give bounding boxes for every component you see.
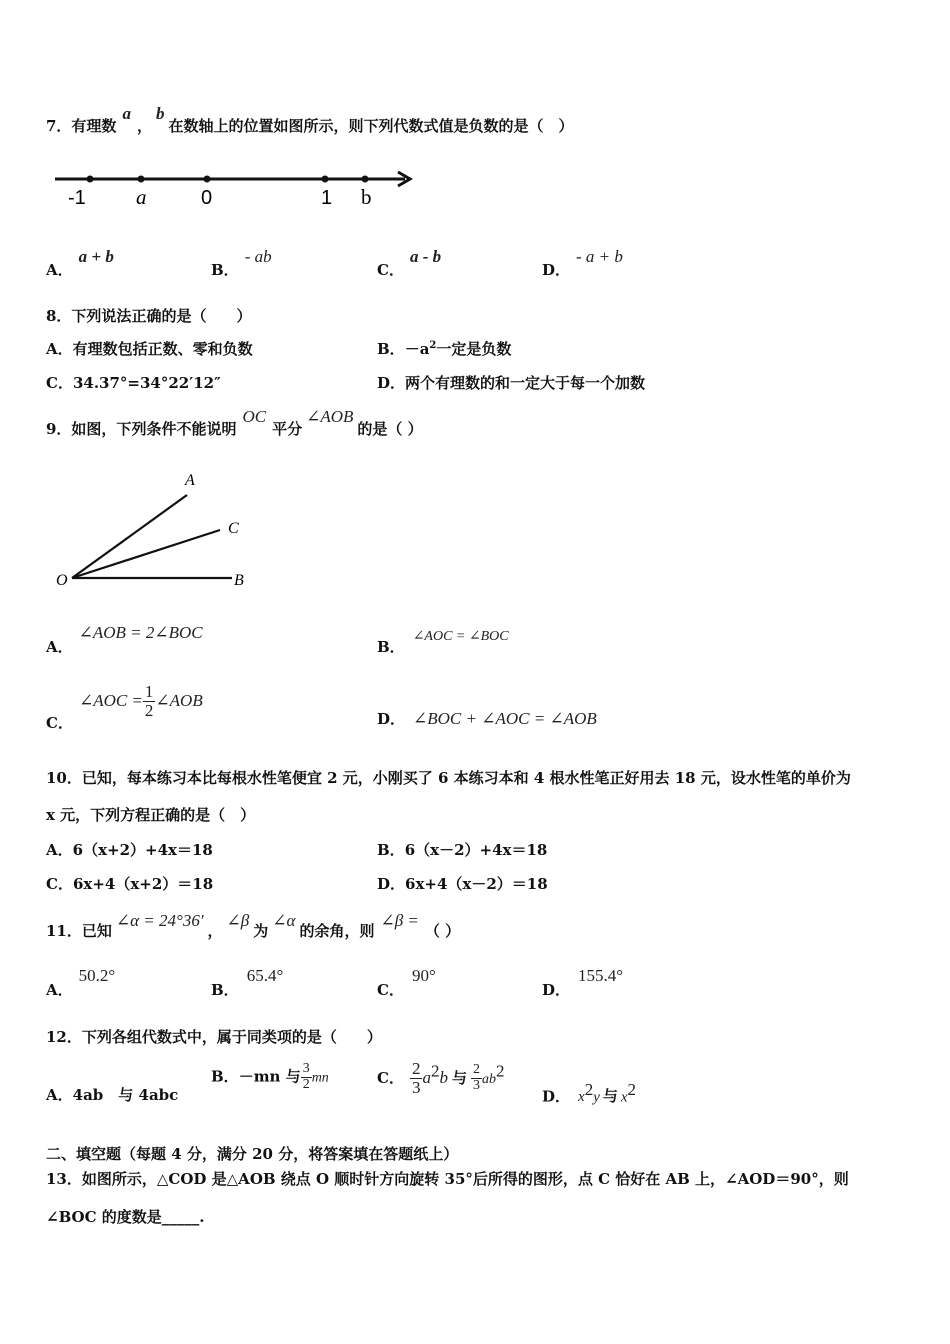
q10-stem-line1: 10．已知，每本练习本比每根水性笔便宜 2 元，小刚买了 6 本练习本和 4 根水性笔正好用去 18 元，设水性笔的单价为 [46, 769, 851, 787]
q8-option-c[interactable]: C．34.37°=34°22′12″ [46, 374, 221, 392]
q8-option-b[interactable]: B．$-a^2$一定是负数 [377, 340, 512, 358]
tick-label-one: 1 [321, 187, 333, 209]
point-label-c: C [228, 520, 239, 537]
q11-option-c[interactable]: C．90° [377, 966, 436, 999]
q10-option-b[interactable]: B．6（x－2）+4x＝18 [377, 841, 548, 859]
q9-option-b[interactable]: B．∠AOC = ∠BOC [377, 629, 509, 656]
q8-option-a[interactable]: A．有理数包括正数、零和负数 [46, 340, 253, 358]
point-label-b: B [234, 572, 244, 589]
q9-option-d[interactable]: D． ∠BOC + ∠AOC = ∠AOB [377, 709, 597, 728]
q9-option-c[interactable]: C．∠AOC = $\frac{1}{2}$ ∠AOB [46, 682, 203, 732]
q7-option-b[interactable]: B．- ab [211, 247, 272, 279]
ray-oa [72, 495, 187, 578]
q8-stem: 8．下列说法正确的是（ ） [46, 307, 252, 325]
tick-label-minus-one: -1 [68, 187, 86, 209]
q12-option-c[interactable]: C． $\frac{2}{3}$ $a^2b$ 与 $\frac{2}{3}$ $ab^2$ [377, 1059, 505, 1097]
q11-stem: 11．已知∠α = 24°36′，∠β为∠α的余角，则∠β =（ ） [46, 911, 461, 940]
tick-label-zero: 0 [201, 187, 213, 209]
q11-option-a[interactable]: A．50.2° [46, 966, 116, 999]
q9-stem: 9．如图，下列条件不能说明OC平分∠AOB的是（ ） [46, 407, 423, 438]
tick-dot-b [362, 176, 369, 183]
q13-stem-line1: 13．如图所示，△COD 是△AOB 绕点 O 顺时针方向旋转 35°后所得的图形，点 C 恰好在 AB 上，∠AOD＝90°，则 [46, 1170, 849, 1188]
tick-label-b: b [361, 185, 372, 209]
q12-option-b[interactable]: B．－mn 与 $\frac{3}{2}$ mn [211, 1061, 329, 1092]
fraction-three-halves: $\frac{3}{2}$ [302, 1061, 310, 1092]
tick-dot-zero [204, 176, 211, 183]
q8-option-d[interactable]: D．两个有理数的和一定大于每一个加数 [377, 374, 646, 392]
point-label-a: A [185, 472, 195, 489]
q10-option-d[interactable]: D．6x+4（x－2）＝18 [377, 875, 548, 893]
q11-option-b[interactable]: B．65.4° [211, 966, 284, 999]
number-line-figure [50, 160, 420, 216]
fraction-one-half: $\frac{1}{2}$ [144, 682, 154, 720]
q12-stem: 12．下列各组代数式中，属于同类项的是（ ） [46, 1028, 382, 1046]
angle-figure [50, 465, 260, 595]
tick-dot-a [138, 176, 145, 183]
fraction-two-thirds-first: $\frac{2}{3}$ [411, 1059, 421, 1097]
q13-stem-line2: ∠BOC 的度数是_____. [46, 1208, 205, 1226]
tick-dot-minus-one [87, 176, 94, 183]
point-label-o: O [56, 572, 68, 589]
q7-option-c[interactable]: C．a - b [377, 247, 442, 279]
q7-option-d[interactable]: D．- a + b [542, 247, 623, 279]
q9-option-a[interactable]: A．∠AOB = 2∠BOC [46, 623, 203, 656]
tick-label-a: a [136, 185, 147, 209]
q12-option-d[interactable]: D． $x^2y$ 与 $x^2$ [542, 1080, 637, 1106]
q10-option-c[interactable]: C．6x+4（x+2）＝18 [46, 875, 214, 893]
q7-option-a[interactable]: A．a + b [46, 247, 114, 279]
tick-dot-one [322, 176, 329, 183]
q12-option-a[interactable]: A．4ab 与 4abc [46, 1086, 179, 1104]
q10-stem-line2: x 元，下列方程正确的是（ ） [46, 806, 256, 824]
q7-stem: 7．有理数a，b在数轴上的位置如图所示，则下列代数式值是负数的是（ ） [46, 104, 574, 135]
section-2-title: 二、填空题（每题 4 分，满分 20 分，将答案填在答题纸上） [46, 1145, 459, 1163]
fraction-two-thirds-second: $\frac{2}{3}$ [472, 1062, 480, 1093]
ray-oc [72, 530, 220, 578]
q10-option-a[interactable]: A．6（x+2）+4x＝18 [46, 841, 213, 859]
q11-option-d[interactable]: D．155.4° [542, 966, 624, 999]
